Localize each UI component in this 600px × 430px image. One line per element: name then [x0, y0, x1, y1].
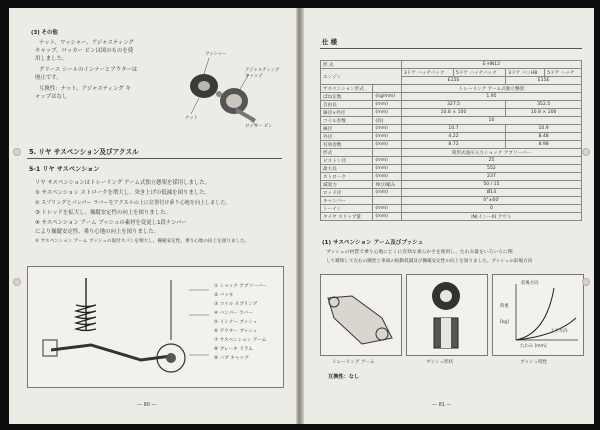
spec-unit: (mm): [373, 189, 401, 197]
spec-value: 352.5: [506, 101, 582, 109]
spec-unit: 伸び/縮み: [373, 181, 401, 189]
spec-value: 8.98: [506, 141, 582, 149]
section-rule: [27, 158, 282, 159]
note-line: グリース シールのインナーとアウターは: [39, 67, 138, 73]
spec-value: 25: [401, 157, 581, 165]
spec-row: [321, 189, 582, 197]
spec-item: サスペンション形式: [321, 85, 373, 93]
bushing-graph: [496, 278, 580, 352]
spec-row: [321, 197, 582, 205]
graph-series-label: 上下方向: [550, 329, 568, 334]
spec-unit: (mm): [373, 165, 401, 173]
legend-item: ⑥ アウター ブッシュ: [214, 329, 258, 334]
page-number: — 81 —: [432, 402, 452, 408]
spec-item: 最大長: [321, 165, 373, 173]
bushing-line: して確保して左右の剛性と車両の振動低減及び操縦安定性の向上を図りました。ブッシュの前後方向: [326, 259, 533, 264]
spec-row: [321, 117, 582, 125]
spec-unit: [373, 149, 401, 157]
graph-yunit: [kg]: [500, 320, 509, 325]
spec-item: 外径: [321, 133, 373, 141]
fig-caption: ブッシュ特性: [520, 360, 548, 365]
body-line: ② スプリングとバンパー ラバーをアクスルの上に位置付け乗り心地を向上しました。: [35, 200, 231, 206]
spec-value: 50 / 15: [401, 181, 581, 189]
spec-unit: (mm): [373, 205, 401, 213]
spec-value: 8.48: [506, 133, 582, 141]
spec-item: 形式: [321, 149, 373, 157]
spec-value: 552: [401, 165, 581, 173]
spec-item: トーイン: [321, 205, 373, 213]
spec-item: キャンバー: [321, 197, 373, 205]
binding-hole: [582, 148, 590, 156]
spec-item: タイヤ スリップ量: [321, 213, 373, 221]
fig-label: ワッシャー: [205, 52, 227, 57]
note-line: ナット、ワッシャー、アジャスティング: [39, 40, 134, 46]
spec-value: IN(インー0) アウト: [401, 213, 581, 221]
legend-item: ⑤ インナー ブッシュ: [214, 320, 258, 325]
fig-caption: ブッシュ形状: [426, 360, 454, 365]
spec-value: 0°±60': [401, 197, 581, 205]
spec-unit: [373, 197, 401, 205]
suspension-drawing: [31, 270, 211, 382]
spec-title: 仕 様: [322, 38, 338, 46]
spec-value: 10.7: [401, 125, 505, 133]
note-line: 互換性：ナット、アジャスティング キ: [39, 86, 131, 92]
spec-value: 筒形式油圧入りショック アブソーバー: [401, 149, 581, 157]
legend-item: ④ バンパー ラバー: [214, 311, 253, 316]
spec-unit: (mm): [373, 157, 401, 165]
spec-item: コイル巻数: [321, 117, 373, 125]
legend-item: ③ コイル スプリング: [214, 302, 258, 307]
graph-xlabel: たわみ [mm]: [520, 344, 547, 349]
spec-row: [321, 157, 582, 165]
body-line: により操縦安定性、乗り心地の向上を図りました。: [35, 229, 159, 235]
note-line: 用しました。: [35, 56, 68, 62]
spec-variant: 5ドア ハッチ: [545, 69, 582, 77]
legend-item: ② バッキ: [214, 293, 234, 298]
graph-series-label: 前後方向: [521, 281, 539, 286]
spec-unit: (mm): [373, 109, 401, 117]
spec-header-cell: 形 式: [321, 61, 402, 69]
spec-unit: (mm): [373, 125, 401, 133]
spec-item: 自由長: [321, 101, 373, 109]
legend-item: ⑨ ハブ キャップ: [214, 356, 249, 361]
spec-row: [321, 85, 582, 93]
spec-unit: (mm): [373, 141, 401, 149]
left-page: [9, 8, 297, 424]
spec-unit: (mm): [373, 213, 401, 221]
spec-item: 減衰力: [321, 181, 373, 189]
spec-unit: (段): [373, 117, 401, 125]
spec-item: ピストン径: [321, 157, 373, 165]
spec-variant: 5ドア ハッチバック: [454, 69, 506, 77]
spec-row: [321, 141, 582, 149]
spec-row: [321, 125, 582, 133]
fig-caption: トレーリング アーム: [332, 360, 375, 365]
spec-variant: 3ドア バンHB: [506, 69, 545, 77]
spec-item: ストローク: [321, 173, 373, 181]
bushing-shape-drawing: [408, 278, 484, 352]
spec-header-cell: エンジン: [321, 69, 402, 85]
fig-label: アジャスティング キャップ: [245, 68, 280, 79]
fig-label: ナット: [185, 116, 199, 121]
spec-item: 有効巻数: [321, 141, 373, 149]
spec-value: 4.22: [401, 133, 505, 141]
spec-value: 10.8 × 100: [401, 109, 505, 117]
spec-row: [321, 93, 582, 101]
graph-ylabel: 荷重: [500, 304, 509, 309]
spec-item: ばね定数: [321, 93, 373, 101]
body-line: ⑤ サスペンション アーム ブッシュの取付スパンを増大し、操縦安定性、乗り心地の向上を図りました。: [35, 239, 250, 244]
spec-row: [321, 213, 582, 221]
spec-value: 10: [401, 117, 581, 125]
compat-note: 互換性：なし: [328, 374, 360, 380]
spec-variant: 3ドア ハッチバック: [401, 69, 453, 77]
legend-item: ① ショック アブソーバー: [214, 284, 267, 289]
legend-item: ⑧ ブレーキ ドラム: [214, 347, 253, 352]
spec-value: Ø14: [401, 189, 581, 197]
spec-unit: (mm): [373, 173, 401, 181]
spec-value: 8.72: [401, 141, 505, 149]
spec-row: [321, 149, 582, 157]
spec-value: 10.9: [506, 125, 582, 133]
spec-row: [321, 181, 582, 189]
spec-row: [321, 173, 582, 181]
spec-row: [321, 205, 582, 213]
spec-unit: (mm): [373, 133, 401, 141]
legend-item: ⑦ サスペンション アーム: [214, 338, 267, 343]
book-spine: [296, 8, 303, 424]
binding-hole: [582, 278, 590, 286]
spec-row: [321, 109, 582, 117]
section-title: 5. リヤ サスペンション及びアクスル: [29, 148, 139, 156]
spec-value: 0: [401, 205, 581, 213]
note-line: 廃止です。: [35, 75, 62, 81]
spec-engine: E15E: [506, 77, 582, 85]
body-line: ④ サスペンション アーム ブッシュの素材を変更し1段ナンバー: [35, 220, 187, 226]
body-line: ① サスペンション ストロークを増大し、突き上げの低減を図りました。: [35, 190, 210, 196]
spec-value: 237: [401, 173, 581, 181]
spec-row: [321, 133, 582, 141]
bushing-line: ブッシュの材質で乗り心地にとくに有効な柔らかさを使用し、たわみ量をいろいろに関: [326, 250, 513, 255]
bushing-title: (1) サスペンション アーム及びブッシュ: [322, 240, 424, 246]
spec-header-cell: E-HN12: [401, 61, 581, 69]
section-note-heading: (3) その他: [31, 30, 58, 36]
binding-hole: [13, 278, 21, 286]
subsection-title: 5-1 リヤ サスペンション: [29, 166, 100, 173]
trailing-arm-drawing: [322, 278, 398, 352]
spec-table: [320, 60, 582, 221]
spec-value: 10.8 × 100: [506, 109, 582, 117]
spec-item: 線径×外径: [321, 109, 373, 117]
spec-unit: (mm): [373, 101, 401, 109]
body-line: ③ トレッドを拡大し、操縦安定性の向上を図りました。: [35, 210, 171, 216]
fig-label: ロッカー ピン: [245, 124, 273, 129]
spec-row: [321, 165, 582, 173]
note-line: キャップ、ロッカー ピンは図のものを使: [35, 48, 134, 54]
body-line: リヤ サスペンションはトレーリング アーム式独立懸架を採用しました。: [35, 180, 211, 186]
spec-value: 1.95: [401, 93, 581, 101]
spec-value: 327.5: [401, 101, 505, 109]
spec-unit: [373, 85, 401, 93]
spec-engine: E15S: [401, 77, 505, 85]
spec-item: ロッド径: [321, 189, 373, 197]
spec-row: [321, 101, 582, 109]
spec-unit: (kg/mm): [373, 93, 401, 101]
binding-hole: [13, 148, 21, 156]
page-number: — 80 —: [137, 402, 157, 408]
note-line: ャップはなし: [35, 94, 68, 100]
spec-item: 線径: [321, 125, 373, 133]
right-page: [303, 8, 594, 424]
spec-rule: [320, 48, 582, 49]
spec-value: トレーリング アーム式独立懸架: [401, 85, 581, 93]
